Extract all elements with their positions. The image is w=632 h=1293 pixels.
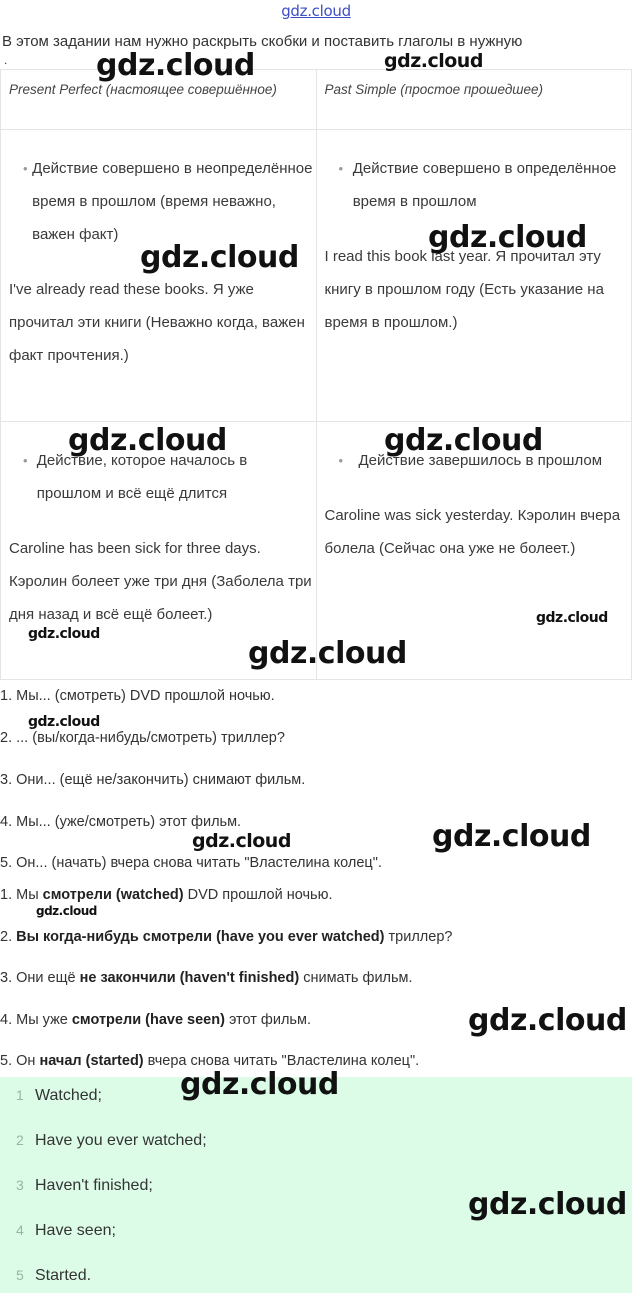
solution-item: 2. Вы когда-нибудь смотрели (have you ever watched) триллер? bbox=[0, 929, 453, 945]
example-text: I read this book last year. Я прочитал эту книгу в прошлом году (Есть указание на время в прошлом.) bbox=[324, 248, 604, 331]
question-item: 3. Они... (ещё не/закончить) снимают фильм. bbox=[0, 772, 306, 788]
question-item: 5. Он... (начать) вчера снова читать "Властелина колец". bbox=[0, 855, 382, 871]
watermark: gdz.cloud bbox=[28, 714, 100, 730]
answer-item: 2 Have you ever watched; bbox=[16, 1132, 207, 1149]
question-item: 4. Мы... (уже/смотреть) этот фильм. bbox=[0, 814, 242, 830]
list-item bbox=[325, 152, 632, 218]
answer-item: 5 Started. bbox=[16, 1267, 92, 1284]
table-cell bbox=[316, 130, 632, 422]
solution-item: 5. Он начал (started) вчера снова читать "Властелина колец". bbox=[0, 1053, 420, 1069]
example-text: Caroline was sick yesterday. Кэролин вчера болела (Сейчас она уже не болеет.) bbox=[324, 507, 621, 557]
solution-item: 1. Мы смотрели (watched) DVD прошлой ночью. bbox=[0, 887, 333, 903]
example-text: Caroline has been sick for three days. Кэролин болеет уже три дня (Заболела три дня назад и всё ещё болеет.) bbox=[9, 540, 312, 623]
solution-item: 4. Мы уже смотрели (have seen) этот фильм. bbox=[0, 1012, 311, 1028]
watermark: gdz.cloud bbox=[28, 626, 100, 642]
list-item bbox=[9, 152, 316, 251]
question-item: 2. ... (вы/когда-нибудь/смотреть) триллер? bbox=[0, 730, 285, 746]
watermark: gdz.cloud bbox=[180, 1067, 339, 1102]
rule-text: Действие завершилось в прошлом bbox=[358, 452, 603, 469]
site-logo[interactable]: gdz.cloud bbox=[281, 2, 351, 20]
header-past-simple: Past Simple (простое прошедшее) bbox=[316, 70, 632, 130]
watermark: gdz.cloud bbox=[536, 610, 608, 626]
answer-block bbox=[0, 1077, 632, 1293]
watermark: gdz.cloud bbox=[384, 50, 483, 72]
example-text: I've already read these books. Я уже прочитал эти книги (Неважно когда, важен факт прочтения.) bbox=[9, 281, 305, 364]
intro-text: В этом задании нам нужно раскрыть скобки и поставить глаголы в нужную bbox=[2, 33, 523, 50]
rule-text: Действие, которое началось в прошлом и всё ещё длится bbox=[36, 452, 248, 502]
rule-text: Действие совершено в определённое время в прошлом bbox=[352, 160, 617, 210]
bullet-icon: • bbox=[23, 453, 28, 468]
watermark: gdz.cloud bbox=[384, 423, 543, 458]
watermark: gdz.cloud bbox=[192, 830, 291, 852]
comparison-table bbox=[0, 69, 632, 680]
solution-item: 3. Они ещё не закончили (haven't finished) снимать фильм. bbox=[0, 970, 413, 986]
bullet-icon: • bbox=[338, 453, 344, 468]
watermark: gdz.cloud bbox=[36, 904, 97, 918]
answer-item: 1 Watched; bbox=[16, 1087, 102, 1104]
watermark: gdz.cloud bbox=[68, 423, 227, 458]
question-item: 1. Мы... (смотреть) DVD прошлой ночью. bbox=[0, 688, 275, 704]
bullet-icon: • bbox=[338, 161, 344, 176]
watermark: gdz.cloud bbox=[432, 819, 591, 854]
header-present-perfect: Present Perfect (настоящее совершённое) bbox=[1, 70, 317, 130]
rule-text: Действие совершено в неопределённое время в прошлом (время неважно, важен факт) bbox=[32, 160, 313, 243]
watermark: gdz.cloud bbox=[140, 240, 299, 275]
watermark: gdz.cloud bbox=[248, 636, 407, 671]
watermark: gdz.cloud bbox=[96, 48, 255, 83]
watermark: gdz.cloud bbox=[428, 220, 587, 255]
watermark: gdz.cloud bbox=[468, 1003, 627, 1038]
answer-item: 3 Haven't finished; bbox=[16, 1177, 153, 1194]
watermark: gdz.cloud bbox=[468, 1187, 627, 1222]
table-cell bbox=[1, 130, 317, 422]
answer-item: 4 Have seen; bbox=[16, 1222, 116, 1239]
intro-dot: . bbox=[4, 53, 8, 67]
bullet-icon: • bbox=[23, 161, 28, 176]
